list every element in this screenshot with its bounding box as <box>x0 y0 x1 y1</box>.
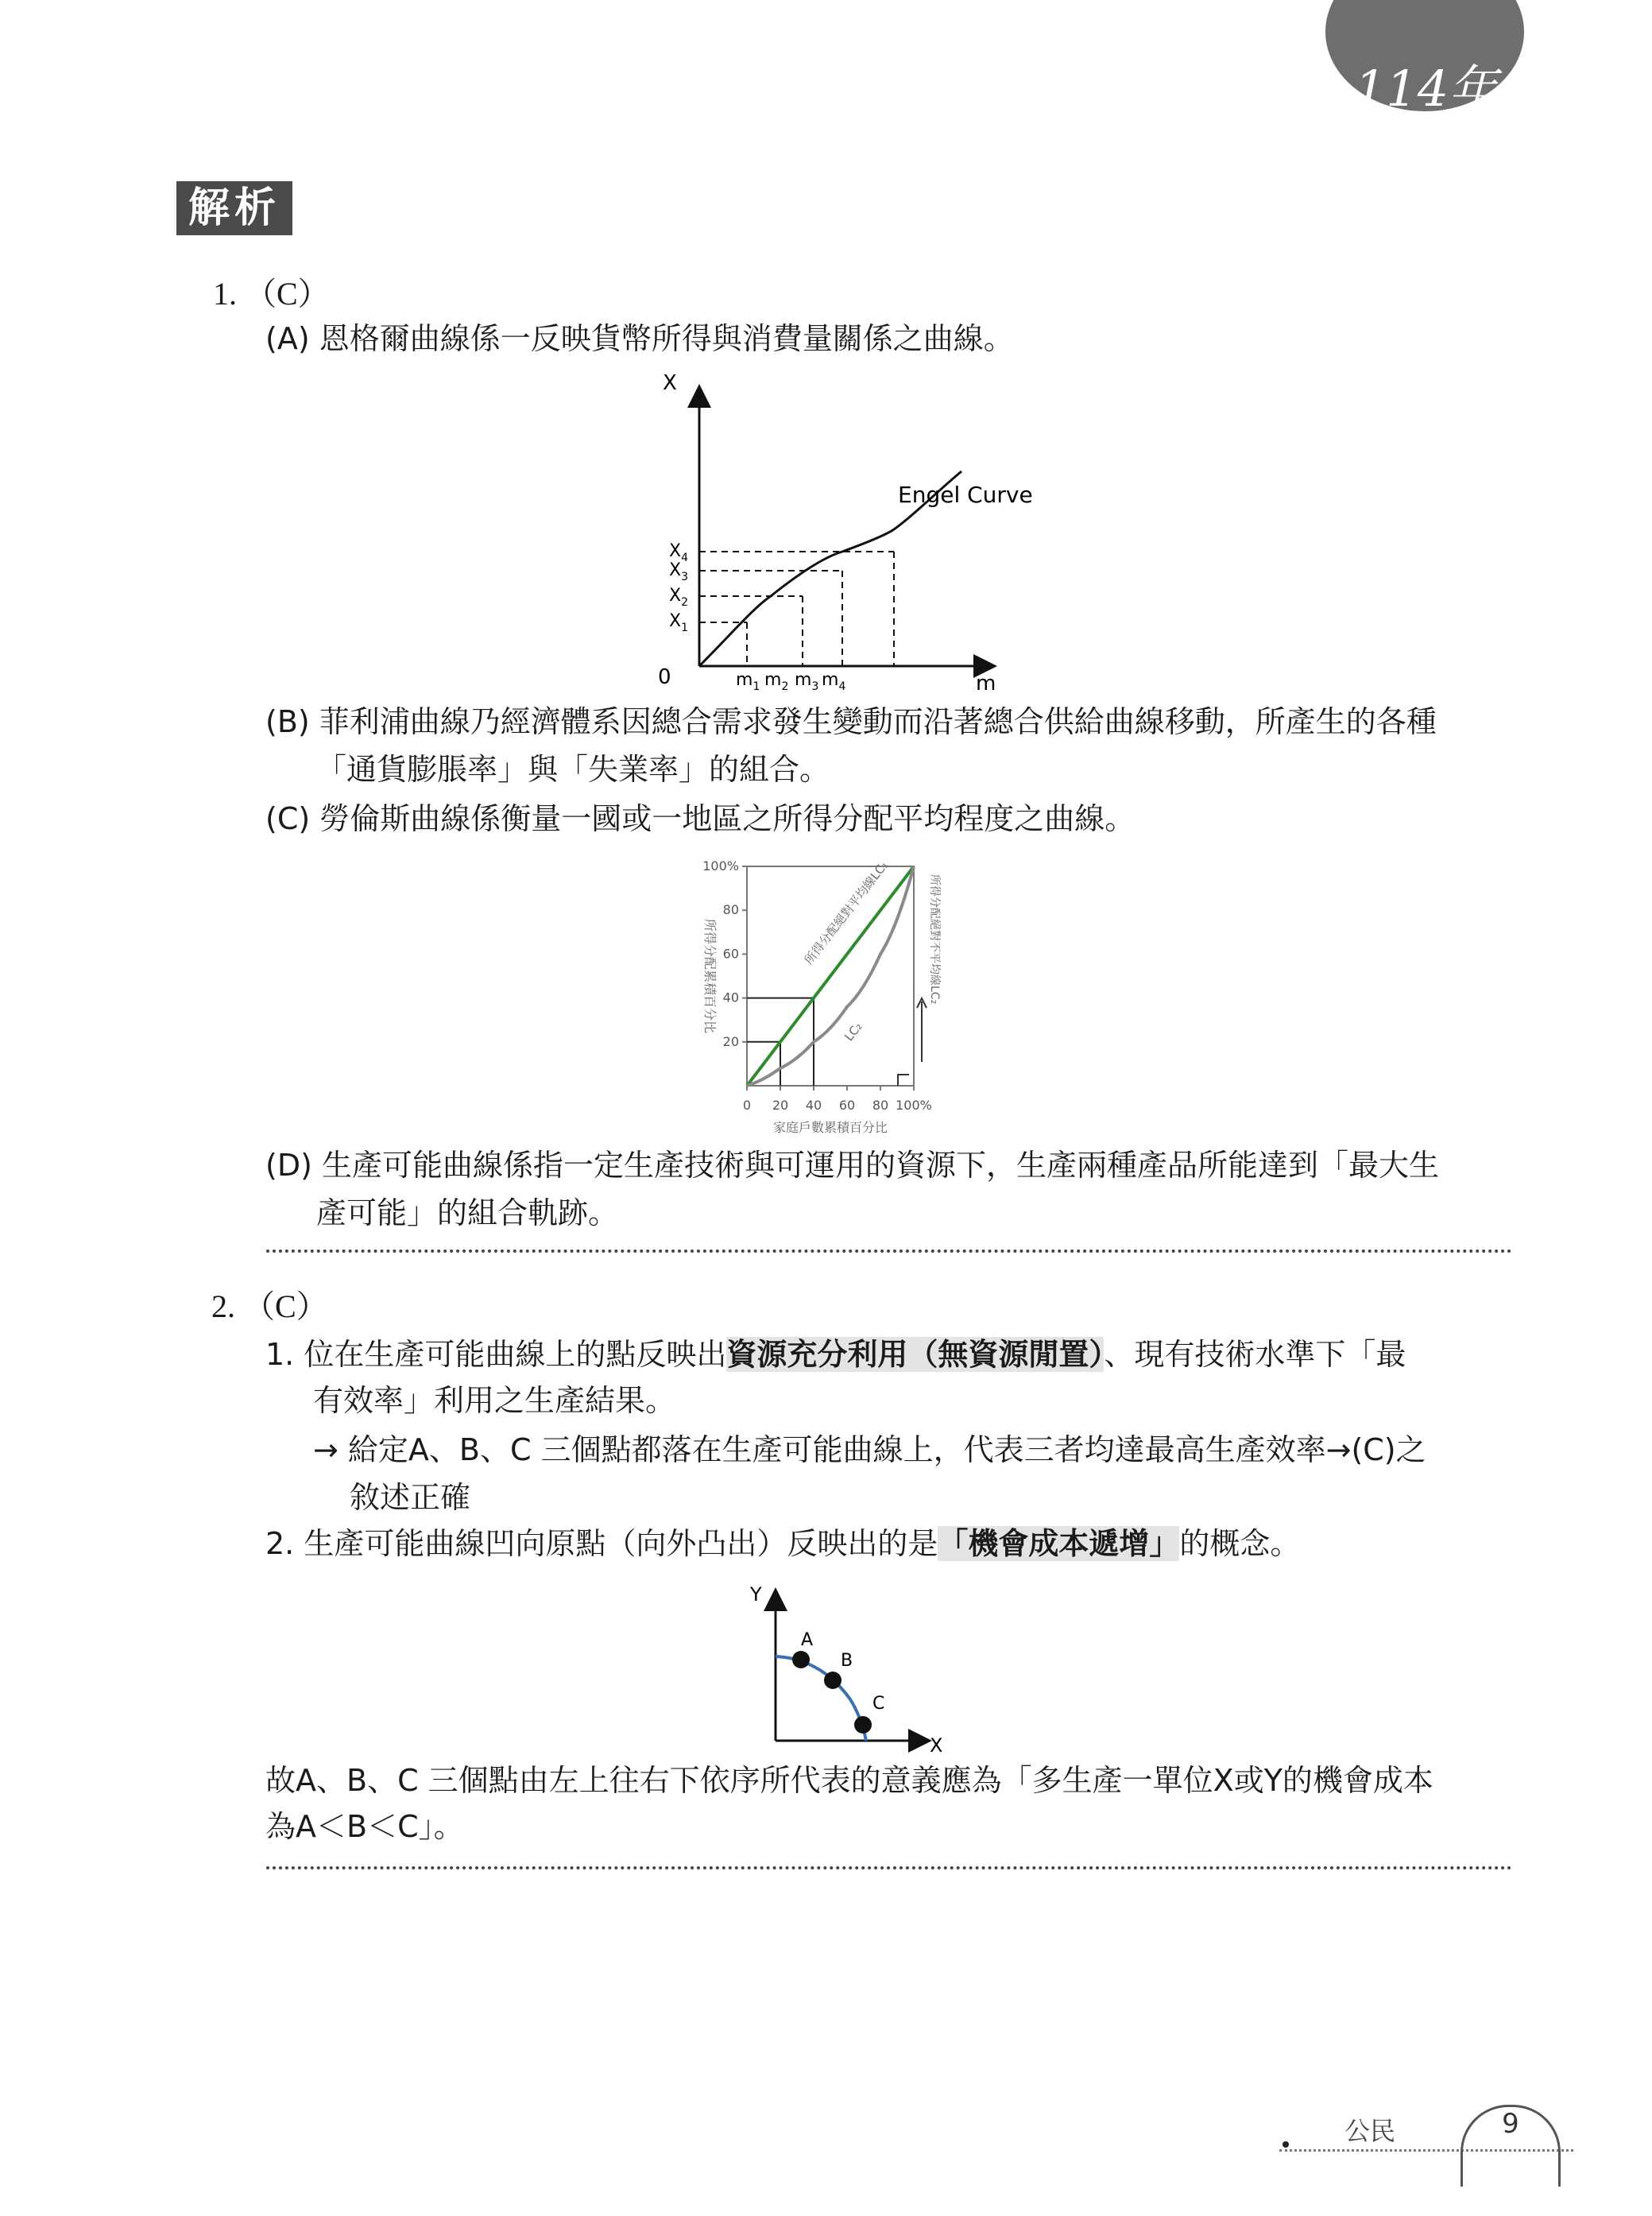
lorenz-y-tick-label: 100% <box>702 858 739 874</box>
engel-y-axis-label: X <box>663 372 677 395</box>
q1-option-a: (A) 恩格爾曲線係一反映貨幣所得與消費量關係之曲線。 <box>265 321 1014 356</box>
q2-point2-prefix: 2. 生產可能曲線凹向原點（向外凸出）反映出的是 <box>265 1526 938 1561</box>
lorenz-y-tick-label: 20 <box>722 1033 739 1049</box>
lorenz-annotation-inequality-line: 所得分配絕對不平均線LC₂ <box>928 874 941 1005</box>
engel-x-tick: $m_1$ <box>736 670 760 693</box>
q2-number: 2. （C） <box>211 1288 328 1324</box>
q2-conclusion-line1: 故A、B、C 三個點由左上往右下依序所代表的意義應為「多生產一單位X或Y的機會成本 <box>265 1763 1433 1798</box>
lorenz-x-tick-label: 40 <box>805 1098 822 1113</box>
q2-arrow-line2: 敘述正確 <box>350 1480 471 1515</box>
q2-point1-line1 <box>265 1332 1406 1377</box>
ppf-point-a <box>792 1651 810 1668</box>
q1-option-b-line1: (B) 菲利浦曲線乃經濟體系因總合需求發生變動而沿著總合供給曲線移動，所產生的各種 <box>265 704 1437 739</box>
lorenz-inequality-arrow <box>917 998 927 1062</box>
q2-point2-suffix: 的概念。 <box>1179 1526 1301 1561</box>
q1-number: 1. （C） <box>213 276 330 312</box>
q2-point2-highlight: 「機會成本遞增」 <box>938 1526 1180 1561</box>
q2-conclusion-line2: 為A＜B＜C」。 <box>265 1809 464 1844</box>
ppf-label-b: B <box>841 1651 853 1671</box>
lorenz-x-tick-label: 60 <box>838 1098 856 1113</box>
engel-x-tick: $m_2$ <box>764 670 789 693</box>
q1-option-b-line2: 「通貨膨脹率」與「失業率」的組合。 <box>316 752 830 787</box>
lorenz-x-tick-label: 0 <box>742 1098 752 1113</box>
ppf-point-c <box>854 1716 872 1734</box>
engel-y-tick: $X_2$ <box>669 586 688 609</box>
engel-x-tick: $m_4$ <box>822 670 846 693</box>
engel-x-tick: $m_3$ <box>795 670 819 693</box>
engel-y-tick: $X_4$ <box>669 541 688 564</box>
lorenz-y-tick-label: 40 <box>722 990 739 1005</box>
engel-x-axis-label: m <box>976 672 996 695</box>
engel-curve-label: Engel Curve <box>898 482 1033 508</box>
footer-dot <box>1283 2141 1289 2148</box>
lorenz-x-axis-label: 家庭戶數累積百分比 <box>772 1120 888 1135</box>
q2-point1-suffix: 、現有技術水準下「最 <box>1104 1337 1406 1372</box>
lorenz-y-tick-label: 80 <box>722 902 739 918</box>
lorenz-annotation-lc2: LC₂ <box>841 1019 865 1044</box>
lorenz-annotation-equality-line: 所得分配絕對平均線LC₁ <box>801 858 892 967</box>
q2-point1-line2: 有效率」利用之生產結果。 <box>313 1383 676 1418</box>
ppf-y-axis-label: Y <box>750 1583 762 1606</box>
section-title: 解析 <box>176 181 292 235</box>
ppf-point-b <box>824 1672 841 1689</box>
engel-origin-label: 0 <box>658 665 671 689</box>
lorenz-x-tick-label: 20 <box>772 1098 789 1113</box>
engel-curve-diagram <box>652 372 1065 698</box>
lorenz-y-tick-label: 60 <box>722 946 739 962</box>
page-number: 9 <box>1502 2108 1519 2140</box>
engel-guide-lines <box>699 552 894 666</box>
ppf-x-axis-label: X <box>930 1734 943 1757</box>
lorenz-x-tick-label: 80 <box>872 1098 889 1113</box>
lorenz-curve-chart <box>683 847 1017 1137</box>
engel-y-tick: $X_3$ <box>669 560 688 583</box>
footer-subject: 公民 <box>1344 2116 1396 2146</box>
q2-point1-highlight: 資源充分利用（無資源閒置） <box>726 1337 1105 1372</box>
year-tab-label: 114年 <box>1354 60 1499 118</box>
q1-option-c: (C) 勞倫斯曲線係衡量一國或一地區之所得分配平均程度之曲線。 <box>265 801 1136 836</box>
divider <box>266 1249 1512 1253</box>
lorenz-y-axis-label: 所得分配累積百分比 <box>702 918 718 1034</box>
ppf-label-a: A <box>801 1630 814 1650</box>
ppf-diagram <box>731 1582 969 1757</box>
engel-y-tick: $X_1$ <box>669 611 688 634</box>
q1-option-d-line1: (D) 生產可能曲線係指一定生產技術與可運用的資源下，生產兩種產品所能達到「最大生 <box>265 1148 1439 1183</box>
q2-point1-prefix: 1. 位在生產可能曲線上的點反映出 <box>265 1337 727 1372</box>
ppf-label-c: C <box>872 1694 885 1714</box>
divider <box>266 1866 1512 1869</box>
q1-option-d-line2: 產可能」的組合軌跡。 <box>316 1195 619 1230</box>
lorenz-x-tick-label: 100% <box>896 1098 932 1113</box>
q2-arrow-line1: → 給定A、B、C 三個點都落在生產可能曲線上，代表三者均達最高生產效率→(C)之 <box>313 1432 1426 1467</box>
q2-point2 <box>265 1521 1300 1566</box>
lorenz-right-angle-mark <box>898 1075 909 1086</box>
lorenz-series-line-1 <box>747 866 914 1086</box>
